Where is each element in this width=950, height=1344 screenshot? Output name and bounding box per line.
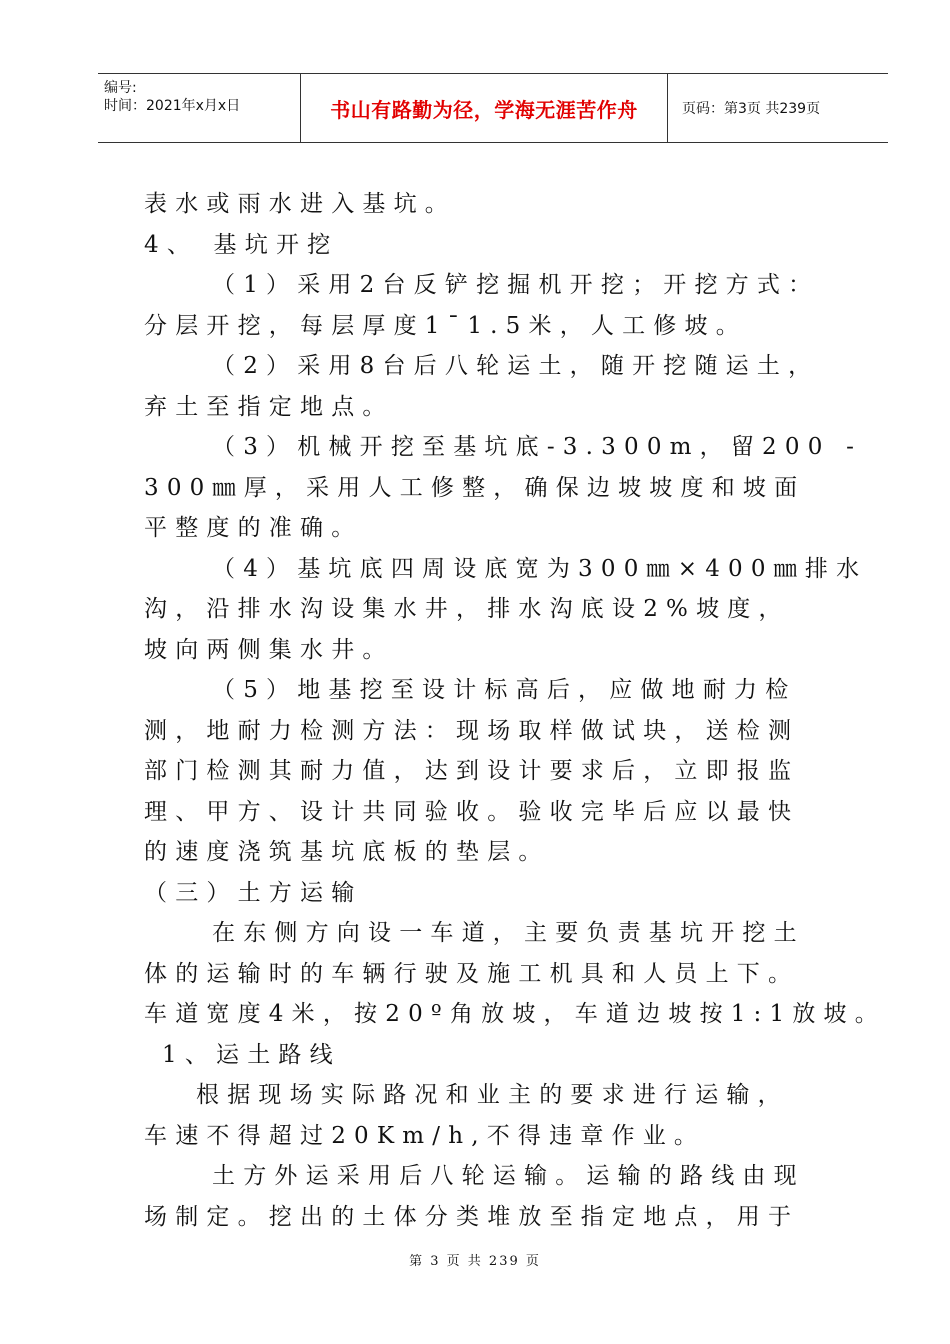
header-motto: 书山有路勤为径，学海无涯苦作舟	[300, 74, 668, 142]
text-line: 弃土至指定地点。	[144, 393, 394, 420]
text-line: 表水或雨水进入基坑。	[144, 191, 456, 217]
document-time-label: 时间：2021年x月x日	[104, 98, 241, 114]
text-line: 车速不得超过20Km/h,不得违章作业。	[144, 1122, 706, 1149]
text-line: 场制定。挖出的土体分类堆放至指定地点，用于	[144, 1203, 800, 1230]
text-line: （5）地基挖至设计标高后，应做地耐力检	[212, 677, 797, 703]
text-line: 沟，沿排水沟设集水井，排水沟底设2%坡度，	[144, 596, 790, 622]
text-line: 部门检测其耐力值，达到设计要求后，立即报监	[144, 758, 800, 784]
section-heading: （三）土方运输	[144, 879, 363, 906]
document-number-label: 编号:	[104, 80, 137, 96]
page-footer: 第 3 页 共 239 页	[409, 1254, 541, 1269]
text-line: （4）基坑底四周设底宽为300㎜×400㎜排水	[212, 555, 868, 582]
text-line: 体的运输时的车辆行驶及施工机具和人员上下。	[144, 960, 800, 987]
document-body	[144, 184, 886, 1237]
text-line: （1）采用2台反铲挖掘机开挖；开挖方式：	[212, 272, 820, 298]
text-line: （2）采用8台后八轮运土，随开挖随运土，	[212, 353, 820, 379]
page-header	[98, 73, 888, 143]
text-line: 300㎜厚，采用人工修整，确保边坡坡度和坡面	[144, 474, 806, 501]
text-line: 平整度的准确。	[144, 515, 363, 541]
text-line: 坡向两侧集水井。	[144, 636, 394, 663]
text-line: 根据现场实际路况和业主的要求进行运输，	[196, 1082, 789, 1108]
text-line: （3）机械开挖至基坑底-3.300m，留200 -	[212, 434, 863, 460]
section-heading: 4、 基坑开挖	[144, 231, 339, 258]
text-line: 车道宽度4米，按20º角放坡，车道边坡按1:1放坡。	[144, 1001, 886, 1027]
text-line: 理、甲方、设计共同验收。验收完毕后应以最快	[144, 798, 800, 825]
text-line: 的速度浇筑基坑底板的垫层。	[144, 839, 550, 865]
header-info-cell	[98, 74, 300, 142]
text-line: 在东侧方向设一车道，主要负责基坑开挖土	[212, 920, 805, 946]
header-page-info: 页码：第3页 共239页	[682, 101, 821, 117]
text-line: 土方外运采用后八轮运输。运输的路线由现	[212, 1163, 805, 1189]
section-heading: 1、运土路线	[162, 1041, 341, 1068]
text-line: 测，地耐力检测方法：现场取样做试块，送检测	[144, 717, 800, 744]
text-line: 分层开挖，每层厚度1¯1.5米，人工修坡。	[144, 312, 747, 339]
